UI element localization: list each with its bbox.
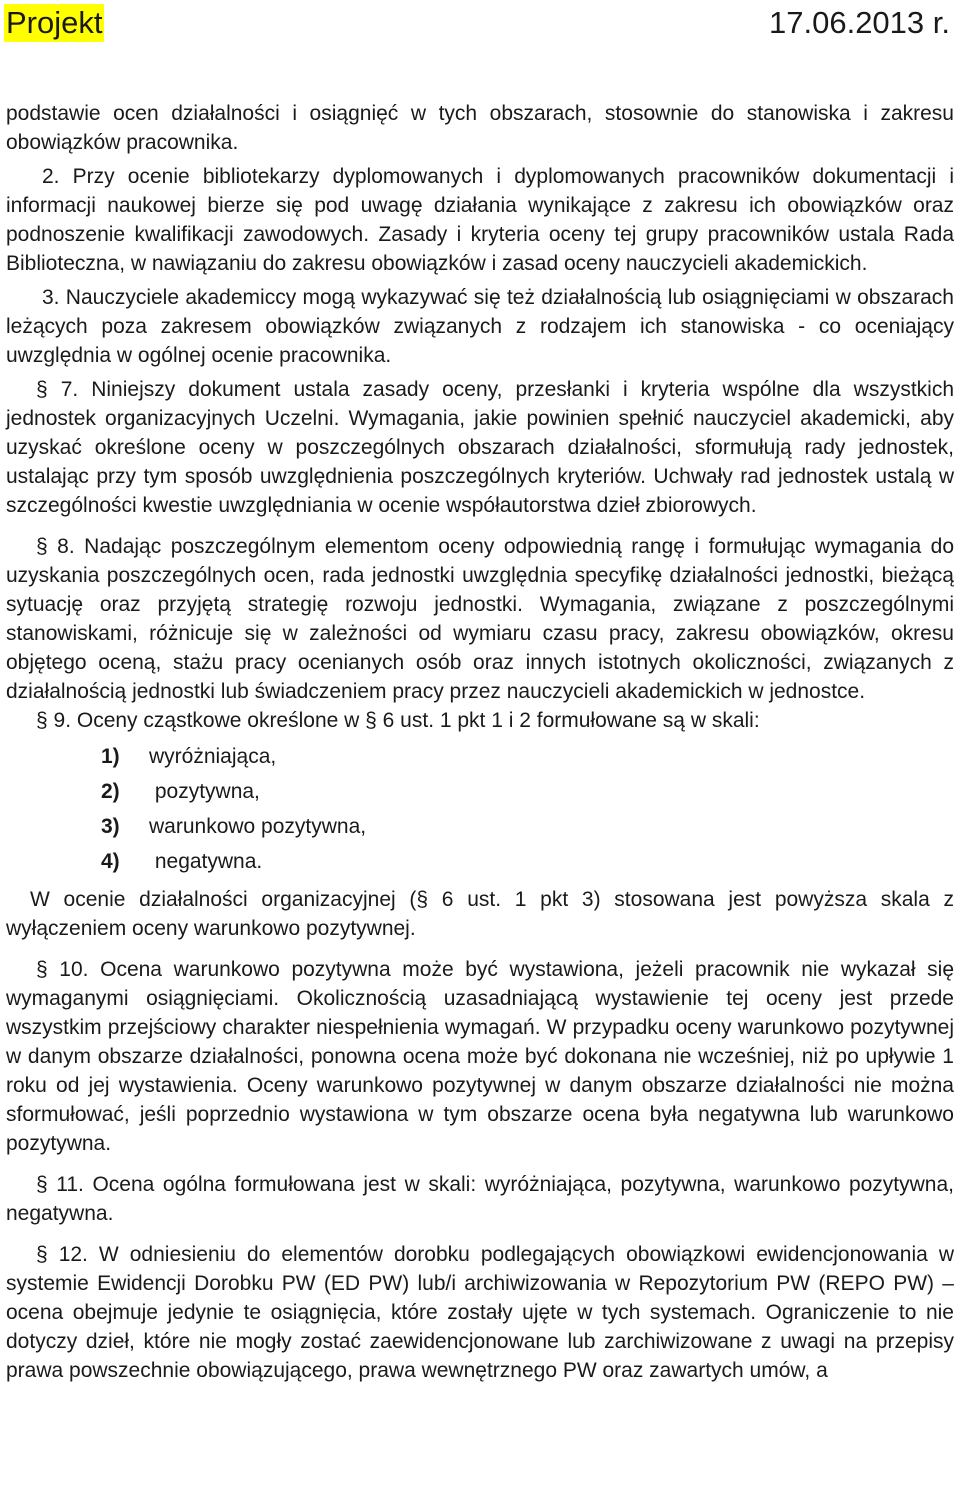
list-item <box>101 774 954 809</box>
paragraph: podstawie ocen działalności i osiągnięć w tych obszarach, stosownie do stanowiska i zakresu obowiązków pracownika. <box>6 102 954 154</box>
paragraph: § 8. Nadając poszczególnym elementom oceny odpowiednią rangę i formułując wymagania do uzyskania poszczególnych ocen, rada jednostki uwzględnia specyfikę działalności jednostki, bieżącą sytuację oraz przyjętą strategię rozwoju jednostki. Wymagania, związane z poszczególnymi stanowiskami, różnicuje się w zależności od wymiaru czasu pracy, zakresu obowiązków, okresu objętego oceną, stażu pracy ocenianych osób oraz innych istotnych okoliczności, związanych z działalnością jednostki lub świadczeniem pracy przez nauczycieli akademickich w jednostce. <box>6 535 954 703</box>
list-item-number: 1) <box>101 745 120 768</box>
paragraph: § 7. Niniejszy dokument ustala zasady oceny, przesłanki i kryteria wspólne dla wszystkich jednostek organizacyjnych Uczelni. Wymagania, jakie powinien spełnić nauczyciel akademicki, aby uzyskać określone oceny w poszczególnych obszarach działalności, sformułują rady jednostek, ustalając przy tym sposób uwzględnienia poszczególnych kryteriów. Uchwały rad jednostek ustalą w szczególności kwestie uwzględniania w ocenie współautorstwa dzieł zbiorowych. <box>6 378 954 517</box>
draft-label: Projekt <box>6 5 103 40</box>
paragraph: 2. Przy ocenie bibliotekarzy dyplomowanych i dyplomowanych pracowników dokumentacji i informacji naukowej bierze się pod uwagę działania wynikające z zakresu ich obowiązków oraz podnoszenie kwalifikacji zawodowych. Zasady i kryteria oceny tej grupy pracowników ustala Rada Biblioteczna, w nawiązaniu do zakresu obowiązków i zasad oceny nauczycieli akademickich. <box>6 165 954 275</box>
list-item-number: 2) <box>101 780 120 803</box>
paragraph: 3. Nauczyciele akademiccy mogą wykazywać się też działalnością lub osiągnięciami w obszarach leżących poza zakresem obowiązków związanych z rodzajem ich stanowiska - co oceniający uwzględnia w ogólnej ocenie pracownika. <box>6 286 954 367</box>
paragraph: § 12. W odniesieniu do elementów dorobku podlegających obowiązkowi ewidencjonowania w systemie Ewidencji Dorobku PW (ED PW) lub/i archiwizowania w Repozytorium PW (REPO PW) – ocena obejmuje jedynie te osiągnięcia, które zostały ujęte w tych systemach. Ograniczenie to nie dotyczy dzieł, które nie mogły zostać zaewidencjonowane lub zarchiwizowane z uwagi na przepisy prawa powszechnie obowiązującego, prawa wewnętrznego PW oraz zawartych umów, a <box>6 1243 954 1382</box>
page-header <box>0 0 960 44</box>
paragraph: § 10. Ocena warunkowo pozytywna może być wystawiona, jeżeli pracownik nie wykazał się wymaganymi osiągnięciami. Okolicznością uzasadniającą wystawienie tej oceny jest przede wszystkim przejściowy charakter niespełnienia wymagań. W przypadku oceny warunkowo pozytywnej w danym obszarze działalności, ponowna ocena może być dokonana nie wcześniej, niż po upływie 1 roku od jej wystawienia. Oceny warunkowo pozytywnej w danym obszarze działalności nie można sformułować, jeśli poprzednio wystawiona w tym obszarze ocena była negatywna lub warunkowo pozytywna. <box>6 958 954 1155</box>
list-item-label: warunkowo pozytywna, <box>149 815 367 838</box>
list-item <box>101 809 954 844</box>
list-item-label: pozytywna, <box>149 780 260 803</box>
document-body <box>6 99 954 1385</box>
paragraph: W ocenie działalności organizacyjnej (§ 6 ust. 1 pkt 3) stosowana jest powyższa skala z wyłączeniem oceny warunkowo pozytywnej. <box>6 888 954 940</box>
rating-scale-list <box>6 739 954 879</box>
list-item-label: negatywna. <box>149 850 263 873</box>
document-date: 17.06.2013 r. <box>769 5 950 40</box>
paragraph: § 9. Oceny cząstkowe określone w § 6 ust. 1 pkt 1 i 2 formułowane są w skali: <box>36 709 760 732</box>
list-item <box>101 739 954 774</box>
list-item-number: 4) <box>101 850 120 873</box>
paragraph: § 11. Ocena ogólna formułowana jest w skali: wyróżniająca, pozytywna, warunkowo pozytywna, negatywna. <box>6 1173 954 1225</box>
list-item-label: wyróżniająca, <box>149 745 277 768</box>
list-item-number: 3) <box>101 815 120 838</box>
list-item <box>101 844 954 879</box>
